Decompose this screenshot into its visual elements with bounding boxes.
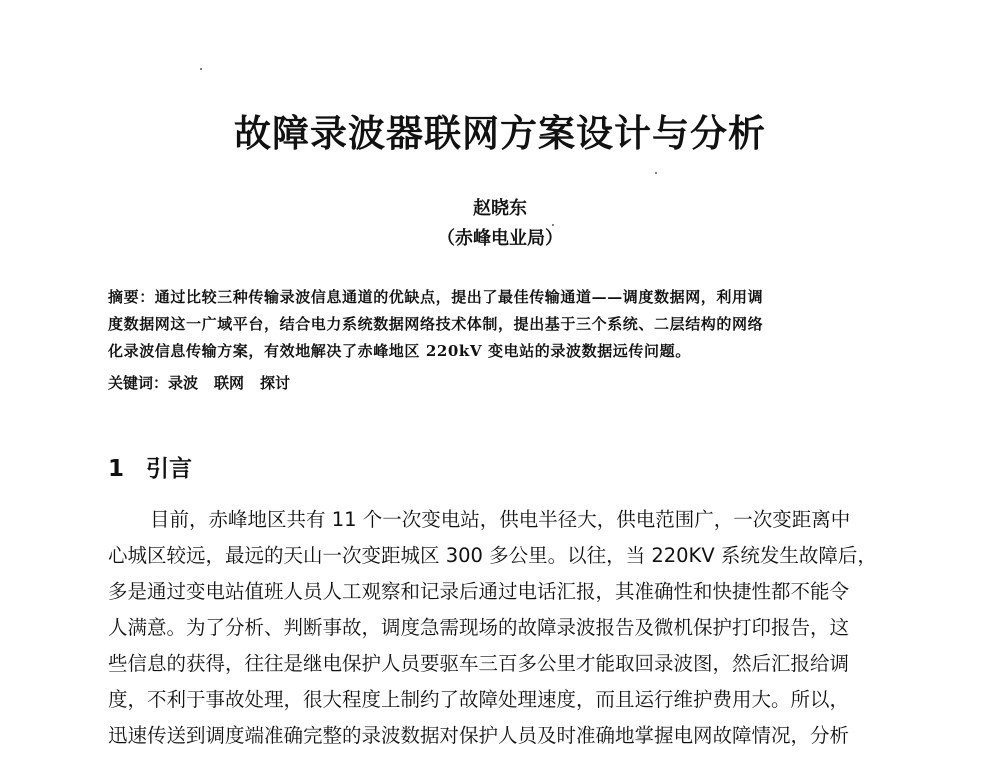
section-number: 1: [108, 456, 125, 482]
abstract: [108, 284, 868, 365]
abstract-line: 化录波信息传输方案，有效地解决了赤峰地区 220kV 变电站的录波数据远传问题。: [108, 342, 691, 360]
abstract-line: 摘要：通过比较三种传输录波信息通道的优缺点，提出了最佳传输通道——调度数据网，利用调: [108, 288, 764, 306]
scan-speck: [200, 68, 202, 70]
keyword: 探讨: [260, 374, 291, 392]
body-line: 目前，赤峰地区共有 11 个一次变电站，供电半径大，供电范围广，一次变距离中: [150, 508, 851, 531]
body-line: 人满意。为了分析、判断事故，调度急需现场的故障录波报告及微机保护打印报告，这: [108, 616, 850, 639]
keyword: 联网: [214, 374, 245, 392]
section-body: [108, 502, 898, 754]
author-affiliation: （赤峰电业局）: [437, 228, 563, 249]
scan-speck: [655, 172, 657, 174]
keywords-label: 关键词：: [108, 374, 169, 392]
body-line: 些信息的获得，往往是继电保护人员要驱车三百多公里才能取回录波图，然后汇报给调: [108, 652, 850, 675]
author-name: 赵晓东: [473, 198, 527, 219]
section-heading: [108, 452, 192, 486]
body-line: 度，不利于事故处理，很大程度上制约了故障处理速度，而且运行维护费用大。所以，: [108, 688, 850, 711]
body-line: 迅速传送到调度端准确完整的录波数据对保护人员及时准确地掌握电网故障情况，分析: [108, 724, 850, 747]
body-line: 心城区较远，最远的天山一次变距城区 300 多公里。以往，当 220KV 系统发生故障后，: [108, 544, 877, 567]
section-title: 引言: [146, 456, 193, 482]
keywords: [108, 370, 306, 397]
paper-title: 故障录波器联网方案设计与分析: [234, 112, 766, 155]
abstract-line: 度数据网这一广域平台，结合电力系统数据网络技术体制，提出基于三个系统、二层结构的网络: [108, 315, 764, 333]
keyword: 录波: [168, 374, 199, 392]
body-line: 多是通过变电站值班人员人工观察和记录后通过电话汇报，其准确性和快捷性都不能令: [108, 580, 850, 603]
